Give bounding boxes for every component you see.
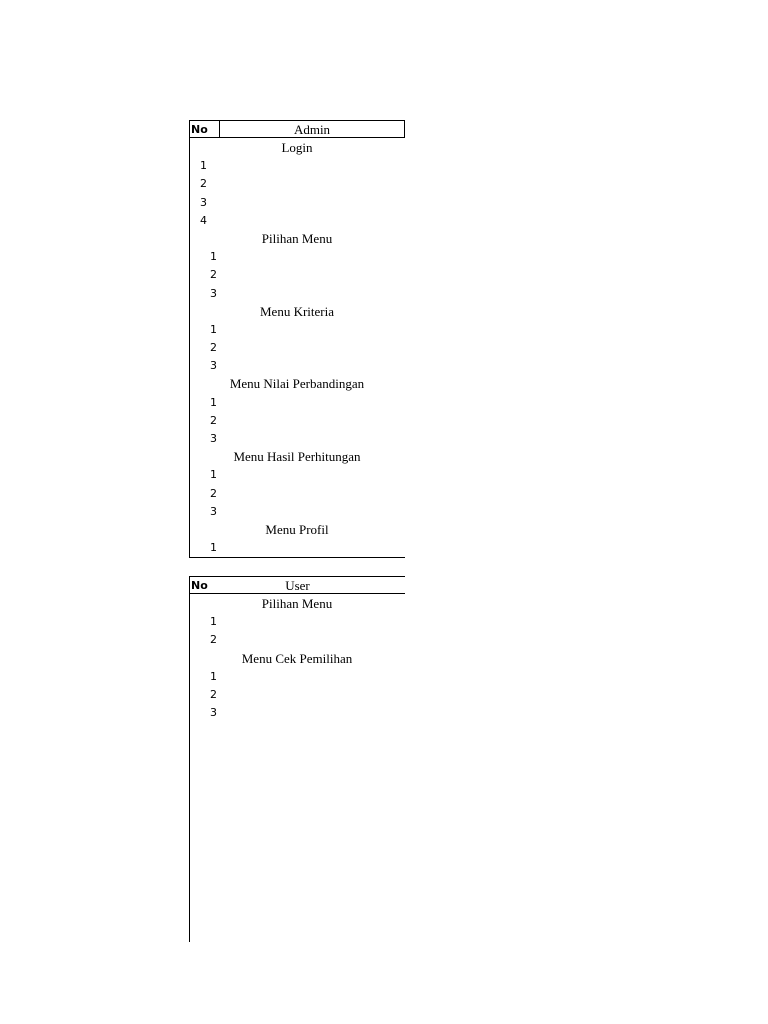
item-number: 2: [210, 268, 217, 282]
admin-col-title: Admin: [293, 122, 331, 137]
item-row: [189, 394, 405, 412]
user-rows: [189, 595, 405, 722]
item-row: [189, 485, 405, 503]
user-table-header: [189, 576, 405, 594]
section-title: Pilihan Menu: [261, 230, 333, 246]
item-row: [189, 157, 405, 175]
item-row: [189, 430, 405, 448]
item-number: 3: [210, 706, 217, 720]
section-title-row: [189, 375, 405, 393]
item-number: 3: [210, 432, 217, 445]
item-row: [189, 668, 405, 686]
item-number: 3: [210, 286, 217, 300]
section-title-row: [189, 230, 405, 248]
user-table-left-border: [189, 594, 190, 942]
item-row: [189, 266, 405, 284]
item-number: 3: [210, 359, 217, 373]
item-number: 1: [210, 669, 217, 683]
section-title: Menu Kriteria: [259, 303, 334, 319]
item-number: 1: [210, 250, 217, 264]
item-number: 2: [200, 177, 207, 191]
item-number: 2: [210, 633, 217, 647]
section-title: Menu Nilai Perbandingan: [229, 376, 365, 392]
section-title-row: [189, 595, 405, 613]
item-row: [189, 412, 405, 430]
item-row: [189, 466, 405, 484]
item-number: 1: [210, 615, 217, 629]
item-row: [189, 175, 405, 193]
section-title: Menu Cek Pemilihan: [241, 650, 353, 666]
admin-col-no: No: [191, 123, 208, 136]
item-number: 2: [210, 486, 217, 500]
item-row: [189, 503, 405, 521]
item-number: 2: [210, 687, 217, 701]
item-row: [189, 212, 405, 230]
item-number: 2: [210, 413, 217, 427]
section-title: Login: [281, 140, 313, 155]
item-row: [189, 194, 405, 212]
item-row: [189, 539, 405, 557]
section-title-row: [189, 650, 405, 668]
section-title-row: [189, 521, 405, 539]
user-col-no: No: [191, 579, 208, 592]
section-title: Menu Hasil Perhitungan: [233, 449, 361, 465]
item-row: [189, 285, 405, 303]
admin-table-bottom-border: [189, 557, 405, 558]
item-number: 1: [210, 541, 217, 555]
section-title-row: [189, 448, 405, 466]
section-title: Menu Profil: [265, 521, 329, 537]
section-title: Pilihan Menu: [261, 596, 333, 611]
item-row: [189, 339, 405, 357]
item-number: 4: [200, 213, 207, 227]
admin-rows: [189, 139, 405, 557]
item-row: [189, 321, 405, 339]
user-col-title: User: [285, 578, 310, 593]
admin-table-header: [189, 120, 405, 138]
item-row: [189, 704, 405, 722]
item-row: [189, 248, 405, 266]
section-title-row: [189, 139, 405, 157]
admin-table-left-border: [189, 138, 190, 558]
item-row: [189, 686, 405, 704]
item-number: 1: [210, 395, 217, 409]
item-number: 1: [210, 468, 217, 482]
item-row: [189, 631, 405, 649]
item-number: 1: [210, 322, 217, 336]
section-title-row: [189, 303, 405, 321]
item-row: [189, 357, 405, 375]
item-number: 3: [210, 504, 217, 518]
item-row: [189, 613, 405, 631]
item-number: 2: [210, 341, 217, 355]
item-number: 3: [200, 195, 207, 209]
item-number: 1: [200, 159, 207, 173]
